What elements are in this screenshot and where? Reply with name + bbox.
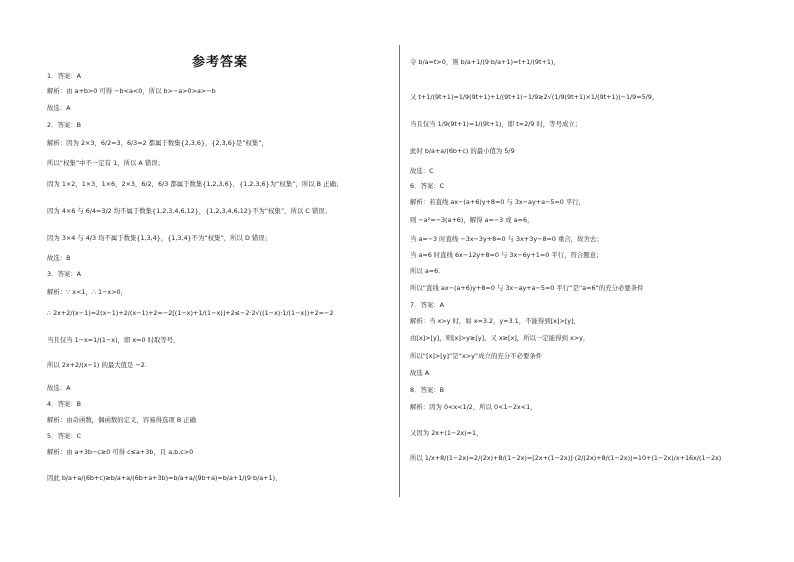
left-text-line: 解析：∵ x<1，∴ 1−x>0， [47,288,127,296]
left-text-line: 3．答案：A [47,270,81,278]
right-text-line: 当 a=6 时直线 6x−12y+8=0 与 3x−6y+1=0 平行，符合题意； [410,251,603,259]
right-text-line: 所以 1/x+8/(1−2x)=2/(2x)+8/(1−2x)=[2x+(1−2x)]·(2/(2x)+8/(1−2x))=10+(1−2x)/x+16x/(1−2x) [410,454,722,462]
left-text-line: 当且仅当 1−x=1/(1−x)，即 x=0 时取等号， [47,336,180,344]
right-text-line: 故选：C [410,167,434,175]
left-text-line: 5．答案：C [47,432,82,440]
left-text-line: 故选：A [47,384,71,392]
left-text-line: 解析：由奇函数，偶函数的定义，容易得选项 B 正确 [47,416,197,424]
left-text-line: 解析：由 a+3b−c≥0 可得 c≤a+3b，且 a,b,c>0 [47,448,194,456]
left-text-line: 因此 b/a+a/(6b+c)≥b/a+a/(6b+a+3b)=b/a+a/(9b+a)=b/a+1/(9·b/a+1)， [47,474,282,482]
right-text-line: 则 −a²=−3(a+6)，解得 a=−3 或 a=6， [410,216,534,224]
right-text-line: 所以 a=6. [410,267,441,275]
right-text-line: 解析：因为 0<x<1/2，所以 0<1−2x<1， [410,403,537,411]
right-text-line: 所以“直线 ax−(a+6)y+8=0 与 3x−ay+a−5=0 平行”是“a=6”的充分必要条件 [410,284,644,292]
left-text-line: 解析：由 a+b>0 可得 −b<a<0，所以 b>−a>0>a>−b [47,87,216,95]
left-text-line: 1．答案：A [47,72,81,80]
right-text-line: 又因为 2x+(1−2x)=1， [410,429,483,437]
left-text-line: ∴ 2x+2/(x−1)=2(x−1)+2/(x−1)+2=−2[(1−x)+1/(1−x)]+2≤−2·2√((1−x)·1/(1−x))+2=−2 [47,309,334,317]
right-text-line: 6．答案：C [410,182,445,190]
right-text-line: 解析：当 x>y 时，如 x=3.2，y=3.1，不能得到[x]>[y]， [410,317,580,325]
column-divider [399,45,400,497]
left-text-line: 故选：A [47,104,71,112]
left-text-line: 因为 1×2，1×3，1×6，2×3，6/2，6/3 都属于数集{1,2,3,6}，{1,2,3,6}为“权集”，所以 B 正确； [47,180,343,188]
right-text-line: 由[x]>[y]，则[x]>y≥[y]，又 x≥[x]，所以一定能得到 x>y， [410,334,590,342]
left-text-line: 因为 3×4 与 4/3 均不属于数集{1,3,4}，{1,3,4}不为“权集”，所以 D 错误； [47,234,272,242]
right-text-line: 又 t+1/(9t+1)=1/9(9t+1)+1/(9t+1)−1/9≥2√(1/9(9t+1)×1/(9t+1))−1/9=5/9， [410,93,659,101]
left-text-line: 所以“权集”中不一定有 1，所以 A 错误； [47,159,165,167]
left-text-line: 所以 2x+2/(x−1) 的最大值是 −2. [47,361,147,369]
left-text-line: 因为 4×6 与 6/4=3/2 均不属于数集{1,2,3,4,6,12}，{1,2,3,4,6,12}不为“权集”，所以 C 错误； [47,207,331,215]
right-text-line: 故选 A [410,369,430,377]
right-text-line: 当 a=−3 时直线 −3x−3y+8=0 与 3x+3y−8=0 重合，故舍去； [410,235,603,243]
right-text-line: 当且仅当 1/9(9t+1)=1/(9t+1)，即 t=2/9 时，等号成立； [410,120,582,128]
right-text-line: 此时 b/a+a/(6b+c) 的最小值为 5/9 [410,147,515,155]
left-text-line: 2．答案：B [47,121,82,129]
left-text-line: 故选：B [47,254,71,262]
left-text-line: 4．答案：B [47,400,82,408]
right-text-line: 解析：若直线 ax−(a+6)y+8=0 与 3x−ay+a−5=0 平行， [410,198,586,206]
page-title: 参考答案 [192,55,249,70]
left-text-line: 解析：因为 2×3，6/2=3，6/3=2 都属于数集{2,3,6}，{2,3,6}是“权集”， [47,139,269,147]
right-text-line: 8．答案：B [410,386,445,394]
right-text-line: 令 b/a=t>0，则 b/a+1/(9·b/a+1)=t+1/(9t+1)， [410,58,560,66]
right-text-line: 所以“[x]>[y]”是“x>y”成立的充分不必要条件 [410,352,543,360]
right-text-line: 7．答案：A [410,301,444,309]
